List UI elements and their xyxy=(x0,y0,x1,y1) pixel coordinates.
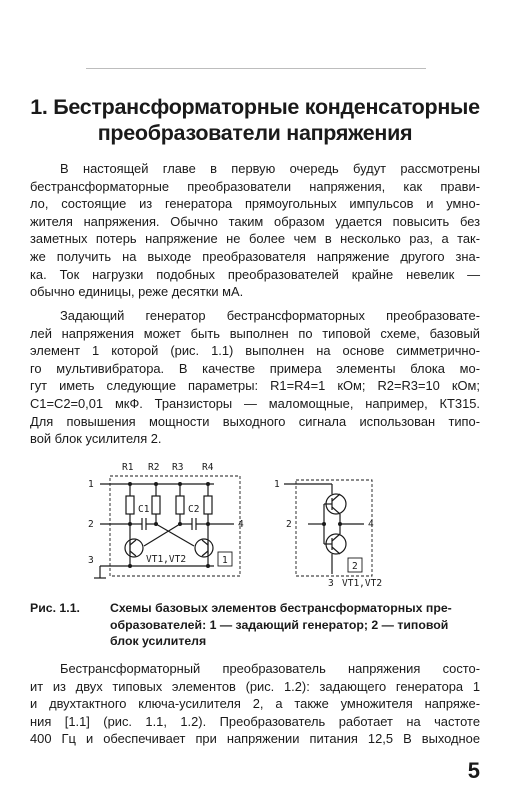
label-pin3: 3 xyxy=(88,555,94,566)
figure-circuit-schematics xyxy=(86,458,416,590)
text-line: гут иметь следующие параметры: R1=R4=1 кОм; R2=R3=10 кОм; xyxy=(30,378,480,394)
text-line: Для повышения мощности выходного сигнала использован типо- xyxy=(30,413,480,429)
text-line: В настоящей главе в первую очередь будут рассмотрены xyxy=(60,161,480,176)
label-b-pin2: 2 xyxy=(286,519,292,530)
text-line: же получить на выходе преобразователя напряжение другого зна- xyxy=(30,248,480,264)
text-line: C1=C2=0,01 мкФ. Транзисторы — маломощные, например, КТ315. xyxy=(30,395,480,411)
text-line: го мультивибратора. В качестве примера элементы блока мо- xyxy=(30,360,480,376)
label-b-pin3: 3 xyxy=(328,578,334,589)
label-r3: R3 xyxy=(172,462,184,473)
amplifier-schematic xyxy=(274,479,382,589)
text-line: Задающий генератор бестрансформаторных преобразовате- xyxy=(60,308,480,323)
label-b-pin1: 1 xyxy=(274,479,280,490)
text-line: ло, состоящие из генератора прямоугольных импульсов и умно- xyxy=(30,196,480,212)
text-line: ит из двух типовых элементов (рис. 1.2): задающего генератора 1 xyxy=(30,678,480,694)
label-pin2: 2 xyxy=(88,519,94,530)
text-line: и двухтактного ключа-усилителя 2, а также умножителя напряже- xyxy=(30,696,480,712)
paragraph-converter xyxy=(30,660,480,748)
label-c2: C2 xyxy=(188,504,200,515)
text-line: лей напряжения может быть выполнен по типовой схеме, базовый xyxy=(30,325,480,341)
text-line: 400 Гц и обеспечивает при напряжении питания 12,5 В выходное xyxy=(30,731,480,747)
paragraph-intro xyxy=(30,160,480,301)
text-line: ния [1.1] (рис. 1.1, 1.2). Преобразователь работает на частоте xyxy=(30,713,480,729)
label-pin1: 1 xyxy=(88,479,94,490)
label-vt-left: VT1,VT2 xyxy=(146,554,187,565)
label-b-pin4: 4 xyxy=(368,519,374,530)
label-c1: C1 xyxy=(138,504,150,515)
generator-schematic xyxy=(88,462,244,578)
text-line: обычно единицы, реже десятки мА. xyxy=(30,284,244,300)
caption-line: образователей: 1 — задающий генератор; 2 — типовой xyxy=(110,617,449,632)
paragraph-generator xyxy=(30,307,480,448)
label-block2: 2 xyxy=(352,561,358,572)
text-line: ка. Ток нагрузки подобных преобразователей крайне невелик — xyxy=(30,266,480,282)
label-r1: R1 xyxy=(122,462,134,473)
caption-text xyxy=(110,600,490,650)
text-line: заметных потерь напряжение не более чем в несколько раз, а так- xyxy=(30,231,480,247)
chapter-title xyxy=(20,94,490,146)
text-line: жителя напряжения. Обычно таким образом удается повысить без xyxy=(30,213,480,229)
chapter-title-line: 1. Бестрансформаторные конденсаторные xyxy=(30,95,480,119)
circuit-diagram xyxy=(86,458,416,590)
label-vt-right: VT1,VT2 xyxy=(342,578,383,589)
chapter-title-line: преобразователи напряжения xyxy=(97,121,413,145)
label-r2: R2 xyxy=(148,462,160,473)
text-line: Бестрансформаторный преобразователь напряжения состо- xyxy=(60,661,480,676)
caption-line: блок усилителя xyxy=(110,634,207,648)
text-line: бестрансформаторные преобразователи напряжения, как прави- xyxy=(30,178,480,194)
caption-number: Рис. 1.1. xyxy=(30,601,80,615)
caption-line: Схемы базовых элементов бестрансформаторных пре- xyxy=(110,601,452,615)
label-pin4: 4 xyxy=(238,519,244,530)
text-line: вой блок усилителя 2. xyxy=(30,431,162,447)
top-rule xyxy=(86,68,426,69)
label-r4: R4 xyxy=(202,462,214,473)
label-block1: 1 xyxy=(222,555,228,566)
page-number: 5 xyxy=(467,758,480,783)
text-line: элемент 1 которой (рис. 1.1) выполнен на основе симметрично- xyxy=(30,343,480,359)
